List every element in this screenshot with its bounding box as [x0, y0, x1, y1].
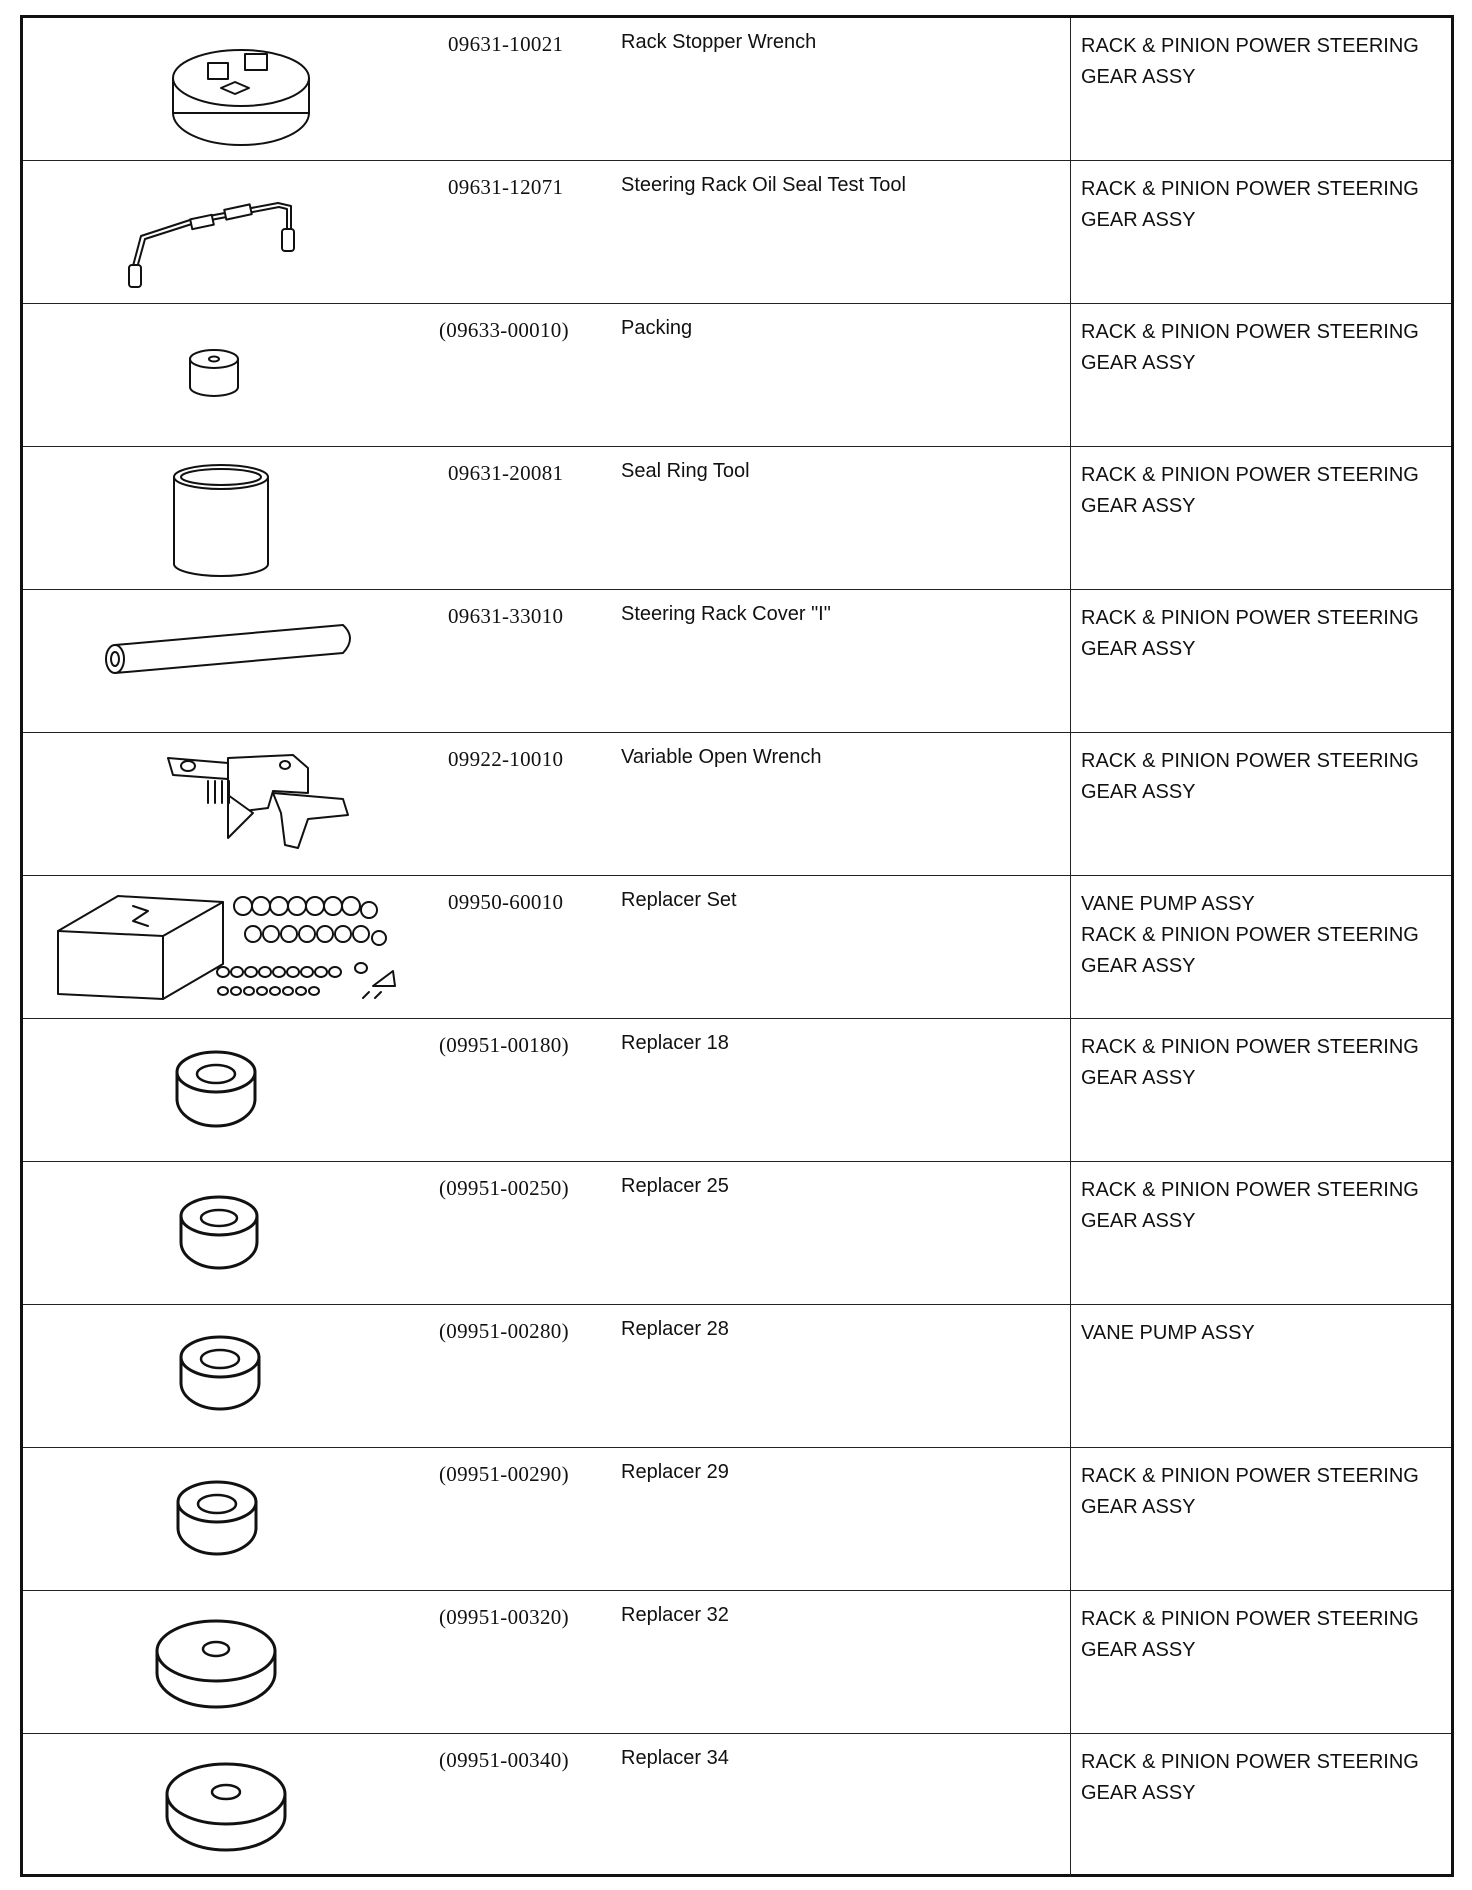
part-number: (09951-00290) [439, 1462, 569, 1486]
tool-name: Steering Rack Oil Seal Test Tool [621, 174, 906, 196]
usage-cell [1070, 733, 1451, 875]
replacer-disc-icon [23, 1591, 443, 1733]
usage-cell [1070, 1019, 1451, 1161]
usage-cell [1070, 161, 1451, 303]
table-row [23, 161, 1451, 304]
tool-name: Seal Ring Tool [621, 460, 750, 482]
usage-cell [1070, 304, 1451, 446]
usage-line: GEAR ASSY [1081, 352, 1196, 374]
usage-line: GEAR ASSY [1081, 1210, 1196, 1232]
table-row [23, 18, 1451, 161]
rack-stopper-wrench-icon [23, 18, 443, 160]
tool-name: Replacer 32 [621, 1604, 729, 1626]
part-number: (09951-00280) [439, 1319, 569, 1343]
usage-line: GEAR ASSY [1081, 1067, 1196, 1089]
usage-line: RACK & PINION POWER STEERING [1081, 321, 1419, 343]
tool-name: Replacer 28 [621, 1318, 729, 1340]
table-row [23, 447, 1451, 590]
seal-ring-tool-icon [23, 447, 443, 589]
part-number: (09951-00250) [439, 1176, 569, 1200]
table-row [23, 590, 1451, 733]
usage-cell [1070, 18, 1451, 160]
tool-name: Rack Stopper Wrench [621, 31, 817, 53]
usage-cell [1070, 876, 1451, 1018]
oil-seal-test-tool-icon [23, 161, 443, 303]
part-number: 09631-20081 [448, 461, 564, 485]
usage-cell [1070, 1305, 1451, 1447]
part-number: (09951-00320) [439, 1605, 569, 1629]
usage-line: GEAR ASSY [1081, 955, 1196, 977]
usage-line: GEAR ASSY [1081, 781, 1196, 803]
replacer-ring-icon [23, 1162, 443, 1304]
tool-name: Replacer 25 [621, 1175, 729, 1197]
tool-name: Replacer 34 [621, 1747, 729, 1769]
usage-line: RACK & PINION POWER STEERING [1081, 464, 1419, 486]
tool-name: Replacer 29 [621, 1461, 729, 1483]
usage-line: GEAR ASSY [1081, 1782, 1196, 1804]
usage-line: GEAR ASSY [1081, 1496, 1196, 1518]
table-row [23, 733, 1451, 876]
replacer-set-icon [23, 876, 443, 1018]
usage-line: RACK & PINION POWER STEERING [1081, 924, 1419, 946]
part-number: 09631-33010 [448, 604, 564, 628]
part-number: 09631-12071 [448, 175, 564, 199]
usage-cell [1070, 1734, 1451, 1877]
variable-open-wrench-icon [23, 733, 443, 875]
usage-line: RACK & PINION POWER STEERING [1081, 35, 1419, 57]
tool-name: Variable Open Wrench [621, 746, 822, 768]
part-number: (09951-00340) [439, 1748, 569, 1772]
usage-line: RACK & PINION POWER STEERING [1081, 178, 1419, 200]
tool-name: Replacer Set [621, 889, 737, 911]
tool-name: Steering Rack Cover "I" [621, 603, 831, 625]
packing-icon [23, 304, 443, 446]
table-row [23, 1448, 1451, 1591]
replacer-disc-icon [23, 1734, 443, 1877]
usage-cell [1070, 1591, 1451, 1733]
replacer-ring-icon [23, 1448, 443, 1590]
usage-line: GEAR ASSY [1081, 209, 1196, 231]
usage-cell [1070, 447, 1451, 589]
table-row [23, 1162, 1451, 1305]
table-row [23, 1734, 1451, 1877]
part-number: 09950-60010 [448, 890, 564, 914]
steering-rack-cover-icon [23, 590, 443, 732]
part-number: 09631-10021 [448, 32, 564, 56]
usage-cell [1070, 1162, 1451, 1304]
usage-cell [1070, 1448, 1451, 1590]
replacer-ring-icon [23, 1019, 443, 1161]
table-row [23, 304, 1451, 447]
usage-line: RACK & PINION POWER STEERING [1081, 1465, 1419, 1487]
usage-line: RACK & PINION POWER STEERING [1081, 1036, 1419, 1058]
usage-line: RACK & PINION POWER STEERING [1081, 607, 1419, 629]
usage-line: RACK & PINION POWER STEERING [1081, 1608, 1419, 1630]
usage-line: VANE PUMP ASSY [1081, 1322, 1255, 1344]
usage-line: VANE PUMP ASSY [1081, 893, 1255, 915]
table-row [23, 1019, 1451, 1162]
table-row [23, 1591, 1451, 1734]
usage-line: GEAR ASSY [1081, 638, 1196, 660]
tool-name: Packing [621, 317, 693, 339]
table-row [23, 876, 1451, 1019]
usage-cell [1070, 590, 1451, 732]
replacer-ring-icon [23, 1305, 443, 1447]
usage-line: RACK & PINION POWER STEERING [1081, 750, 1419, 772]
sst-table [20, 15, 1454, 1877]
usage-line: GEAR ASSY [1081, 1639, 1196, 1661]
tool-name: Replacer 18 [621, 1032, 729, 1054]
usage-line: GEAR ASSY [1081, 495, 1196, 517]
usage-line: RACK & PINION POWER STEERING [1081, 1751, 1419, 1773]
part-number: (09633-00010) [439, 318, 569, 342]
usage-line: GEAR ASSY [1081, 66, 1196, 88]
usage-line: RACK & PINION POWER STEERING [1081, 1179, 1419, 1201]
table-row [23, 1305, 1451, 1448]
part-number: (09951-00180) [439, 1033, 569, 1057]
part-number: 09922-10010 [448, 747, 564, 771]
